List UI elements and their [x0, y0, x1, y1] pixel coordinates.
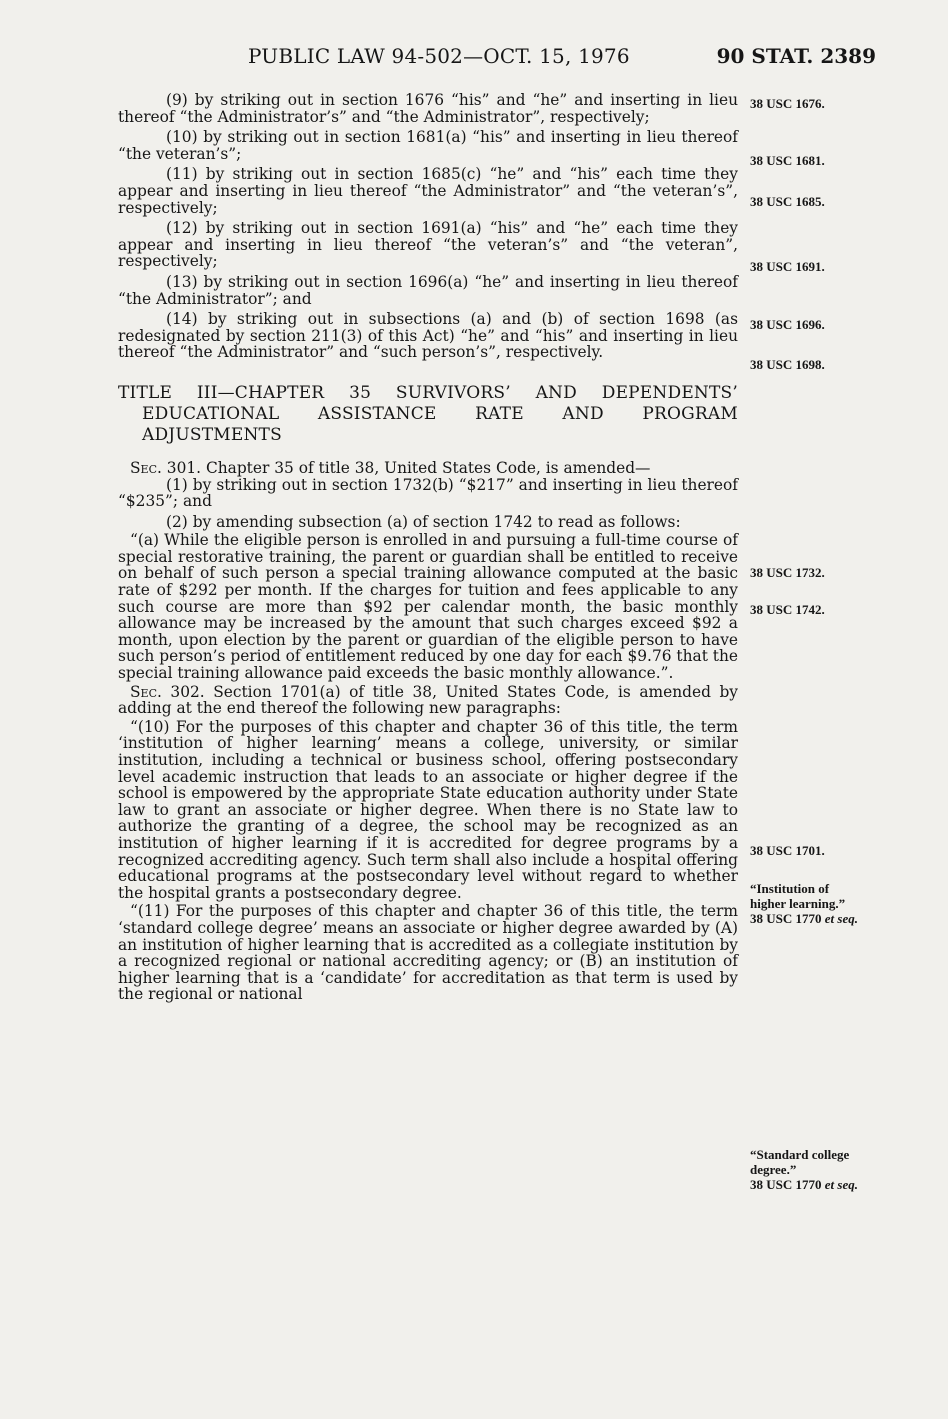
- margin-note-1698: 38 USC 1698.: [750, 357, 825, 372]
- margin-note-1681: 38 USC 1681.: [750, 153, 825, 168]
- margin-note-1701: 38 USC 1701.: [750, 843, 825, 858]
- margin-note-ihl: [750, 881, 862, 926]
- section-302: [118, 684, 738, 717]
- scd-ref: 38 USC 1770: [750, 1177, 822, 1192]
- clause-13: (13) by striking out in section 1696(a) “he” and inserting in lieu thereof “the Administrator”; and: [118, 272, 738, 308]
- clause-10: (10) by striking out in section 1681(a) “his” and inserting in lieu thereof “the veteran’s”;: [118, 128, 738, 163]
- scd-et-seq: et seq.: [824, 1177, 858, 1192]
- defined-term-ihl: “Institution of higher learning.”: [750, 881, 846, 911]
- section-301-text: 301. Chapter 35 of title 38, United States Code, is amended—: [166, 458, 651, 477]
- section-302-text: 302. Section 1701(a) of title 38, United States Code, is amended by adding at the end thereof the following new paragraphs:: [118, 682, 738, 718]
- margin-note-1742: 38 USC 1742.: [750, 602, 825, 617]
- section-label: Sec.: [130, 682, 162, 701]
- margin-note-scd: [750, 1147, 862, 1192]
- margin-note-1696: 38 USC 1696.: [750, 317, 825, 332]
- quoted-paragraph-11: “(11) For the purposes of this chapter and chapter 36 of this title, the term ‘standard college degree’ means an associate or higher degree awarded by (A) an institution of higher learning that is accredited as a collegiate institution by a recognized regional or national accrediting agency; or (B) an institution of higher learning that is a ‘candidate’ for accreditation as that term is used by the regional or national: [118, 902, 738, 1004]
- title-heading: TITLE III—CHAPTER 35 SURVIVORS’ AND DEPENDENTS’ EDUCATIONAL ASSISTANCE RATE AND PROGRAM ADJUSTMENTS: [118, 382, 738, 445]
- clause-9: (9) by striking out in section 1676 “his” and “he” and inserting in lieu thereof “the Administrator’s” and “the Administrator”, respectively;: [118, 91, 738, 126]
- main-text: [118, 92, 738, 1003]
- page-header: [0, 44, 948, 74]
- defined-term-scd: “Standard college degree.”: [750, 1147, 850, 1177]
- quoted-paragraph-10: “(10) For the purposes of this chapter and chapter 36 of this title, the term ‘institution of higher learning’ means a college, university, or similar institution, including a technical or business school, offering postsecondary level academic instruction that leads to an associate or higher degree if the school is empowered by the appropriate State education authority under State law to grant an associate or higher degree. When there is no State law to authorize the granting of a degree, the school may be recognized as an institution of higher learning if it is accredited for degree programs by a recognized accrediting agency. Such term shall also include a hospital offering educational programs at the postsecondary level without regard to whether the hospital grants a postsecondary degree.: [118, 717, 738, 902]
- statute-page-number: 90 STAT. 2389: [716, 44, 876, 68]
- margin-note-1676: 38 USC 1676.: [750, 96, 825, 111]
- quoted-subsection-a: “(a) While the eligible person is enrolled in and pursuing a full-time course of special restorative training, the parent or guardian shall be entitled to receive on behalf of such person a special training allowance computed at the basic rate of $292 per month. If the charges for tuition and fees applicable to any such course are more than $92 per calendar month, the basic monthly allowance may be increased by the amount that such charges exceed $92 a month, upon election by the parent or guardian of the eligible person to have such person’s period of entitlement reduced by one day for each $9.76 that the special training allowance paid exceeds the basic monthly allowance.”.: [118, 531, 738, 683]
- margin-note-1732: 38 USC 1732.: [750, 565, 825, 580]
- section-301: [118, 460, 738, 477]
- clause-14: (14) by striking out in subsections (a) and (b) of section 1698 (as redesignated by section 211(3) of this Act) “he” and “his” and inserting in lieu thereof “the Administrator” and “such person’s”, respectively.: [118, 310, 738, 362]
- section-label: Sec.: [130, 458, 162, 477]
- clause-11: (11) by striking out in section 1685(c) “he” and “his” each time they appear and inserting in lieu thereof “the Administrator” and “the veteran’s”, respectively;: [118, 165, 738, 217]
- clause-12: (12) by striking out in section 1691(a) “his” and “he” each time they appear and inserting in lieu thereof “the veteran’s” and “the veteran”, respectively;: [118, 219, 738, 271]
- margin-note-1685: 38 USC 1685.: [750, 194, 825, 209]
- margin-note-1691: 38 USC 1691.: [750, 259, 825, 274]
- running-title: PUBLIC LAW 94-502—OCT. 15, 1976: [248, 44, 630, 68]
- ihl-ref: 38 USC 1770: [750, 911, 822, 926]
- section-301-clause-1: (1) by striking out in section 1732(b) “$217” and inserting in lieu thereof “$235”; and: [118, 475, 738, 511]
- ihl-et-seq: et seq.: [824, 911, 858, 926]
- section-301-clause-2: (2) by amending subsection (a) of section 1742 to read as follows:: [166, 512, 681, 531]
